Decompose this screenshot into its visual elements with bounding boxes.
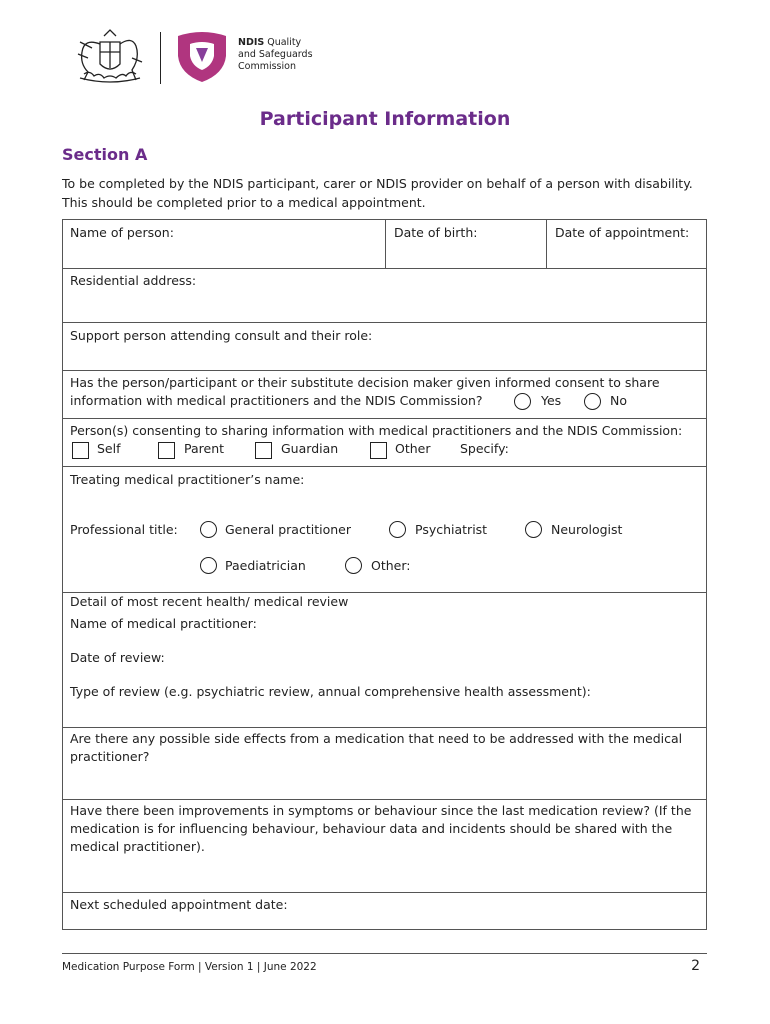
- other-title-radio[interactable]: [345, 557, 362, 574]
- psychiatrist-label: Psychiatrist: [415, 522, 488, 537]
- org-name-quality: Quality: [264, 37, 302, 48]
- support-person-label: Support person attending consult and their role:: [70, 328, 373, 343]
- dob-label: Date of birth:: [394, 225, 478, 240]
- guardian-label: Guardian: [281, 441, 339, 456]
- page-number: 2: [691, 958, 700, 974]
- review-row: [63, 592, 706, 728]
- australian-coat-of-arms-icon: [70, 28, 150, 86]
- support-person-field[interactable]: [63, 322, 706, 371]
- other-title-label: Other:: [371, 558, 411, 573]
- consent-row: [63, 370, 706, 419]
- header-divider: [160, 32, 161, 84]
- org-name-ndis: NDIS: [238, 37, 265, 48]
- org-name-line3: Commission: [238, 61, 296, 72]
- next-appointment-field[interactable]: [63, 892, 706, 930]
- neurologist-radio[interactable]: [525, 521, 542, 538]
- header: [70, 28, 370, 88]
- other-checkbox[interactable]: [370, 442, 387, 459]
- psychiatrist-radio[interactable]: [389, 521, 406, 538]
- appointment-date-label: Date of appointment:: [555, 225, 690, 240]
- practitioner-row: [63, 466, 706, 593]
- ndis-shield-logo-icon: [174, 30, 230, 84]
- self-label: Self: [97, 441, 121, 456]
- side-effects-field[interactable]: [63, 727, 706, 800]
- address-field[interactable]: [63, 268, 706, 323]
- persons-consenting-label: Person(s) consenting to sharing information with medical practitioners and the NDIS Commission:: [70, 423, 683, 438]
- gp-label: General practitioner: [225, 522, 351, 537]
- name-field[interactable]: [63, 220, 385, 268]
- name-label: Name of person:: [70, 225, 174, 240]
- parent-checkbox[interactable]: [158, 442, 175, 459]
- row-name-dob: [63, 220, 706, 268]
- specify-label: Specify:: [460, 441, 509, 456]
- consent-no-label: No: [610, 393, 627, 408]
- dob-field[interactable]: [385, 220, 547, 268]
- gp-radio[interactable]: [200, 521, 217, 538]
- consent-yes-label: Yes: [541, 393, 562, 408]
- persons-consenting-row: [63, 418, 706, 467]
- professional-title-label: Professional title:: [70, 522, 178, 537]
- next-appointment-label: Next scheduled appointment date:: [70, 897, 288, 912]
- participant-form: [62, 219, 707, 930]
- footer-divider: [62, 953, 707, 954]
- side-effects-label: Are there any possible side effects from a medication that need to be addressed with the medical practitioner?: [70, 731, 683, 764]
- paediatrician-label: Paediatrician: [225, 558, 306, 573]
- review-heading: Detail of most recent health/ medical review: [70, 594, 349, 609]
- section-heading: Section A: [62, 145, 148, 164]
- other-label: Other: [395, 441, 431, 456]
- improvements-field[interactable]: [63, 799, 706, 893]
- self-checkbox[interactable]: [72, 442, 89, 459]
- paediatrician-radio[interactable]: [200, 557, 217, 574]
- org-name-line2: and Safeguards: [238, 49, 313, 60]
- page-title: Participant Information: [259, 108, 511, 130]
- parent-label: Parent: [184, 441, 225, 456]
- review-practitioner-label: Name of medical practitioner:: [70, 616, 257, 631]
- consent-question: Has the person/participant or their substitute decision maker given informed consent to share information with medical practitioners and the NDIS Commission?: [70, 375, 660, 408]
- address-label: Residential address:: [70, 273, 197, 288]
- appointment-date-field[interactable]: [546, 220, 706, 268]
- consent-no-radio[interactable]: [584, 393, 601, 410]
- org-name: [238, 37, 313, 73]
- review-type-label: Type of review (e.g. psychiatric review, annual comprehensive health assessment):: [70, 684, 591, 699]
- practitioner-name-label: Treating medical practitioner’s name:: [70, 472, 305, 487]
- neurologist-label: Neurologist: [551, 522, 623, 537]
- footer-text: Medication Purpose Form | Version 1 | June 2022: [62, 961, 317, 973]
- intro-text: To be completed by the NDIS participant, carer or NDIS provider on behalf of a person with disability. This should be completed prior to a medical appointment.: [62, 176, 693, 210]
- guardian-checkbox[interactable]: [255, 442, 272, 459]
- consent-yes-radio[interactable]: [514, 393, 531, 410]
- review-date-label: Date of review:: [70, 650, 165, 665]
- improvements-label: Have there been improvements in symptoms or behaviour since the last medication review? (If the medication is for influencing behaviour, behaviour data and incidents should be shared with the medical practitioner).: [70, 803, 692, 854]
